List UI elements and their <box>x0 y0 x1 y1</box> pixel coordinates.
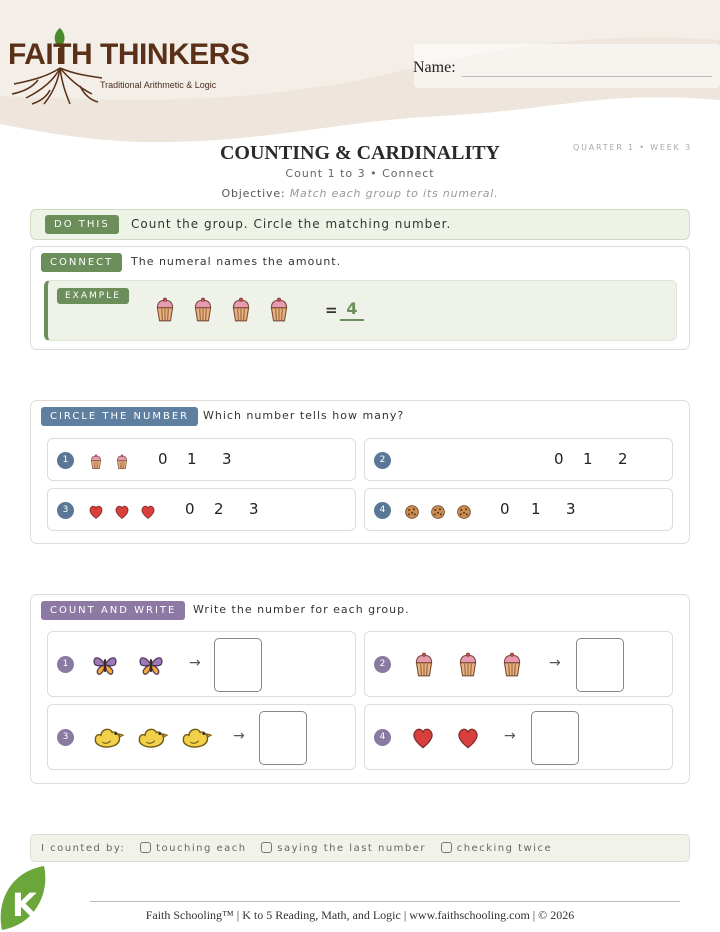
circle-tag: CIRCLE THE NUMBER <box>41 407 198 426</box>
write-card-3 <box>47 704 356 770</box>
option-label: touching each <box>156 843 247 854</box>
number-choice[interactable]: 2 <box>618 450 628 468</box>
svg-text:K: K <box>12 886 37 924</box>
answer-input-box[interactable] <box>576 638 624 692</box>
connect-tag: CONNECT <box>41 253 122 272</box>
circle-card-1 <box>47 438 356 481</box>
number-choice[interactable]: 1 <box>583 450 593 468</box>
cupcake-icon <box>154 297 176 323</box>
example-icon-group <box>154 297 306 325</box>
checkbox-icon[interactable] <box>140 842 151 853</box>
footer-text: Faith Schooling™ | K to 5 Reading, Math, and Logic | www.faithschooling.com | © 2026 <box>145 908 575 922</box>
item-number-badge: 3 <box>57 729 74 746</box>
heart-icon <box>114 504 130 520</box>
cupcake-icon <box>501 652 523 678</box>
heart-icon <box>456 726 480 750</box>
cookie-icon <box>456 504 472 520</box>
circle-card-2 <box>364 438 673 481</box>
brand-logo-text: FAITH THINKERS <box>8 38 250 71</box>
checkbox-icon[interactable] <box>261 842 272 853</box>
option-label: checking twice <box>456 843 553 854</box>
item-icon-group <box>413 652 545 678</box>
page-subtitle: Count 1 to 3 • Connect <box>285 167 435 180</box>
arrow-icon: → <box>233 728 245 744</box>
butterfly-icon <box>91 653 119 677</box>
do-this-banner <box>30 209 690 240</box>
item-icon-group <box>91 724 223 752</box>
item-number-badge: 2 <box>374 452 391 469</box>
example-equals: = <box>325 301 338 319</box>
item-number-badge: 4 <box>374 729 391 746</box>
name-label: Name: <box>413 59 456 76</box>
answer-input-box[interactable] <box>214 638 262 692</box>
brand-tagline: Traditional Arithmetic & Logic <box>100 80 217 90</box>
option-touching-each[interactable] <box>140 843 246 854</box>
item-icon-group <box>91 653 183 677</box>
cookie-icon <box>430 504 446 520</box>
option-saying-last[interactable] <box>261 843 426 854</box>
name-input-line[interactable] <box>462 76 712 77</box>
circle-text: Which number tells how many? <box>203 409 405 422</box>
page-title: COUNTING & CARDINALITY <box>219 142 501 164</box>
objective <box>0 187 720 200</box>
example-tag: EXAMPLE <box>57 288 129 304</box>
number-choice[interactable]: 0 <box>554 450 564 468</box>
chick-icon <box>135 724 169 752</box>
item-icon-group <box>411 726 501 750</box>
arrow-icon: → <box>549 655 561 671</box>
cupcake-icon <box>268 297 290 323</box>
answer-input-box[interactable] <box>531 711 579 765</box>
counted-by-strip <box>30 834 690 862</box>
number-choice[interactable]: 1 <box>531 500 541 518</box>
count-write-text: Write the number for each group. <box>193 603 410 616</box>
do-this-text: Count the group. Circle the matching number. <box>131 217 452 231</box>
heart-icon <box>140 504 156 520</box>
heart-icon <box>411 726 435 750</box>
cookie-icon <box>404 504 420 520</box>
write-card-4 <box>364 704 673 770</box>
cupcake-icon <box>457 652 479 678</box>
number-choice[interactable]: 3 <box>222 450 232 468</box>
number-choice[interactable]: 0 <box>500 500 510 518</box>
counted-by-row <box>41 842 552 854</box>
chick-icon <box>91 724 125 752</box>
number-choice[interactable]: 0 <box>185 500 195 518</box>
checkbox-icon[interactable] <box>441 842 452 853</box>
write-card-2 <box>364 631 673 697</box>
cupcake-icon <box>192 297 214 323</box>
item-icon-group <box>404 501 482 520</box>
example-box <box>44 280 677 341</box>
chick-icon <box>179 724 213 752</box>
write-card-1 <box>47 631 356 697</box>
heart-icon <box>88 504 104 520</box>
circle-card-4 <box>364 488 673 531</box>
item-number-badge: 1 <box>57 656 74 673</box>
week-label: QUARTER 1 • WEEK 3 <box>573 143 692 152</box>
cupcake-icon <box>230 297 252 323</box>
arrow-icon: → <box>189 655 201 671</box>
item-icon-group <box>88 451 140 470</box>
circle-card-3 <box>47 488 356 531</box>
name-field-area <box>414 44 720 88</box>
cupcake-icon <box>88 454 104 470</box>
butterfly-icon <box>137 653 165 677</box>
number-choice[interactable]: 0 <box>158 450 168 468</box>
objective-text: Match each group to its numeral. <box>289 187 499 200</box>
count-write-tag: COUNT AND WRITE <box>41 601 185 620</box>
number-choice[interactable]: 3 <box>249 500 259 518</box>
counted-by-label: I counted by: <box>41 843 126 854</box>
objective-label: Objective: <box>221 187 286 200</box>
cupcake-icon <box>114 454 130 470</box>
answer-input-box[interactable] <box>259 711 307 765</box>
item-number-badge: 4 <box>374 502 391 519</box>
option-checking-twice[interactable] <box>441 843 552 854</box>
connect-text: The numeral names the amount. <box>131 255 342 268</box>
footer-divider <box>90 901 680 902</box>
item-number-badge: 2 <box>374 656 391 673</box>
option-label: saying the last number <box>277 843 427 854</box>
cupcake-icon <box>413 652 435 678</box>
number-choice[interactable]: 2 <box>214 500 224 518</box>
item-number-badge: 3 <box>57 502 74 519</box>
number-choice[interactable]: 1 <box>187 450 197 468</box>
do-this-tag: DO THIS <box>45 215 119 234</box>
item-number-badge: 1 <box>57 452 74 469</box>
arrow-icon: → <box>504 728 516 744</box>
item-icon-group <box>88 501 166 520</box>
example-answer: 4 <box>340 299 364 321</box>
number-choice[interactable]: 3 <box>566 500 576 518</box>
